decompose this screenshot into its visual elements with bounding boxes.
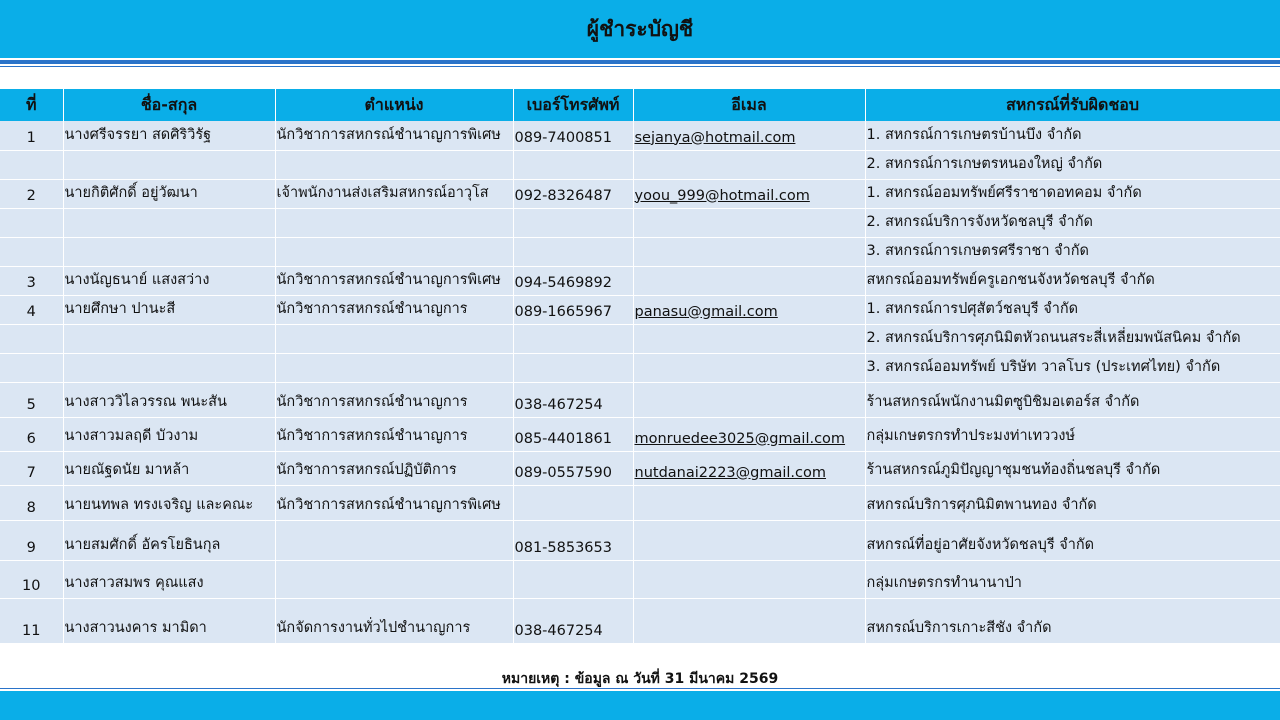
cell-email bbox=[633, 417, 865, 451]
cell-cooperative: 3. สหกรณ์ออมทรัพย์ บริษัท วาลโบร (ประเทศไทย) จำกัด bbox=[865, 353, 1280, 382]
cell-position bbox=[275, 353, 513, 382]
cell-position bbox=[275, 520, 513, 560]
cell-no: 11 bbox=[0, 598, 63, 643]
column-header-position: ตำแหน่ง bbox=[275, 89, 513, 121]
cell-no: 9 bbox=[0, 520, 63, 560]
liquidators-table bbox=[0, 89, 1280, 644]
cell-email bbox=[633, 520, 865, 560]
page-title: ผู้ชำระบัญชี bbox=[586, 16, 694, 41]
cell-phone: 081-5853653 bbox=[513, 520, 633, 560]
cell-no bbox=[0, 353, 63, 382]
cell-cooperative: 2. สหกรณ์บริการศุภนิมิตหัวถนนสระสี่เหลี่ยมพนัสนิคม จำกัด bbox=[865, 324, 1280, 353]
cell-phone: 038-467254 bbox=[513, 382, 633, 417]
cell-phone bbox=[513, 353, 633, 382]
cell-no: 6 bbox=[0, 417, 63, 451]
cell-cooperative: ร้านสหกรณ์พนักงานมิตซูบิชิมอเตอร์ส จำกัด bbox=[865, 382, 1280, 417]
cell-no: 10 bbox=[0, 560, 63, 598]
table-row bbox=[0, 121, 1280, 150]
cell-phone: 089-0557590 bbox=[513, 451, 633, 485]
cell-email bbox=[633, 485, 865, 520]
cell-name: นายสมศักดิ์ อัครโยธินกุล bbox=[63, 520, 275, 560]
column-header-no: ที่ bbox=[0, 89, 63, 121]
table-row bbox=[0, 560, 1280, 598]
cell-cooperative: 2. สหกรณ์บริการจังหวัดชลบุรี จำกัด bbox=[865, 208, 1280, 237]
table-row bbox=[0, 417, 1280, 451]
cell-phone: 094-5469892 bbox=[513, 266, 633, 295]
column-header-cooperative: สหกรณ์ที่รับผิดชอบ bbox=[865, 89, 1280, 121]
column-header-email: อีเมล bbox=[633, 89, 865, 121]
cell-email bbox=[633, 208, 865, 237]
cell-name: นางศรีจรรยา สดศิริวิรัฐ bbox=[63, 121, 275, 150]
cell-position: เจ้าพนักงานส่งเสริมสหกรณ์อาวุโส bbox=[275, 179, 513, 208]
cell-no: 2 bbox=[0, 179, 63, 208]
cell-name: นางสาววิไลวรรณ พนะสัน bbox=[63, 382, 275, 417]
cell-position bbox=[275, 237, 513, 266]
cell-cooperative: 2. สหกรณ์การเกษตรหนองใหญ่ จำกัด bbox=[865, 150, 1280, 179]
cell-email bbox=[633, 382, 865, 417]
table-row bbox=[0, 353, 1280, 382]
cell-cooperative: สหกรณ์บริการศุภนิมิตพานทอง จำกัด bbox=[865, 485, 1280, 520]
title-bar bbox=[0, 0, 1280, 58]
cell-name bbox=[63, 324, 275, 353]
email-link[interactable]: sejanya@hotmail.com bbox=[634, 129, 796, 146]
cell-email bbox=[633, 451, 865, 485]
cell-position: นักวิชาการสหกรณ์ชำนาญการ bbox=[275, 295, 513, 324]
cell-name bbox=[63, 150, 275, 179]
table-row bbox=[0, 295, 1280, 324]
footer-bar bbox=[0, 691, 1280, 720]
cell-phone: 038-467254 bbox=[513, 598, 633, 643]
cell-name: นายนทพล ทรงเจริญ และคณะ bbox=[63, 485, 275, 520]
cell-phone: 089-1665967 bbox=[513, 295, 633, 324]
cell-phone bbox=[513, 485, 633, 520]
email-link[interactable]: monruedee3025@gmail.com bbox=[634, 430, 846, 447]
table-row bbox=[0, 208, 1280, 237]
cell-name: นางสาวนงคาร มามิดา bbox=[63, 598, 275, 643]
cell-no: 5 bbox=[0, 382, 63, 417]
cell-name bbox=[63, 353, 275, 382]
cell-no bbox=[0, 324, 63, 353]
cell-position bbox=[275, 150, 513, 179]
cell-cooperative: สหกรณ์ที่อยู่อาศัยจังหวัดชลบุรี จำกัด bbox=[865, 520, 1280, 560]
cell-position: นักวิชาการสหกรณ์ชำนาญการพิเศษ bbox=[275, 266, 513, 295]
cell-cooperative: ร้านสหกรณ์ภูมิปัญญาชุมชนท้องถิ่นชลบุรี จำกัด bbox=[865, 451, 1280, 485]
email-link[interactable]: nutdanai2223@gmail.com bbox=[634, 464, 827, 481]
cell-position bbox=[275, 208, 513, 237]
cell-cooperative: 1. สหกรณ์ออมทรัพย์ศรีราชาดอทคอม จำกัด bbox=[865, 179, 1280, 208]
email-link[interactable]: panasu@gmail.com bbox=[634, 303, 778, 320]
table-row bbox=[0, 485, 1280, 520]
cell-phone bbox=[513, 208, 633, 237]
cell-position bbox=[275, 324, 513, 353]
table-row bbox=[0, 324, 1280, 353]
cell-email bbox=[633, 150, 865, 179]
cell-phone: 092-8326487 bbox=[513, 179, 633, 208]
cell-phone bbox=[513, 150, 633, 179]
email-link[interactable]: yoou_999@hotmail.com bbox=[634, 187, 810, 204]
cell-no: 7 bbox=[0, 451, 63, 485]
cell-name: นางสาวมลฤดี บัวงาม bbox=[63, 417, 275, 451]
cell-name: นายกิติศักดิ์ อยู่วัฒนา bbox=[63, 179, 275, 208]
cell-position: นักวิชาการสหกรณ์ปฏิบัติการ bbox=[275, 451, 513, 485]
cell-name: นายศึกษา ปานะสี bbox=[63, 295, 275, 324]
cell-position bbox=[275, 560, 513, 598]
cell-position: นักจัดการงานทั่วไปชำนาญการ bbox=[275, 598, 513, 643]
cell-cooperative: 1. สหกรณ์การเกษตรบ้านบึง จำกัด bbox=[865, 121, 1280, 150]
table-row bbox=[0, 451, 1280, 485]
table-row bbox=[0, 266, 1280, 295]
header-divider-thick bbox=[0, 60, 1280, 64]
cell-email bbox=[633, 266, 865, 295]
cell-email bbox=[633, 237, 865, 266]
cell-no bbox=[0, 150, 63, 179]
cell-no bbox=[0, 237, 63, 266]
cell-no: 1 bbox=[0, 121, 63, 150]
cell-phone bbox=[513, 237, 633, 266]
cell-phone: 089-7400851 bbox=[513, 121, 633, 150]
cell-position: นักวิชาการสหกรณ์ชำนาญการพิเศษ bbox=[275, 121, 513, 150]
cell-cooperative: สหกรณ์ออมทรัพย์ครูเอกชนจังหวัดชลบุรี จำกัด bbox=[865, 266, 1280, 295]
cell-email bbox=[633, 179, 865, 208]
cell-name bbox=[63, 208, 275, 237]
cell-no: 4 bbox=[0, 295, 63, 324]
cell-name: นางนัญธนาย์ แสงสว่าง bbox=[63, 266, 275, 295]
cell-name bbox=[63, 237, 275, 266]
cell-email bbox=[633, 324, 865, 353]
cell-no: 8 bbox=[0, 485, 63, 520]
cell-email bbox=[633, 560, 865, 598]
cell-email bbox=[633, 598, 865, 643]
cell-no: 3 bbox=[0, 266, 63, 295]
cell-position: นักวิชาการสหกรณ์ชำนาญการพิเศษ bbox=[275, 485, 513, 520]
cell-position: นักวิชาการสหกรณ์ชำนาญการ bbox=[275, 417, 513, 451]
cell-email bbox=[633, 353, 865, 382]
cell-email bbox=[633, 295, 865, 324]
cell-name: นางสาวสมพร คุณแสง bbox=[63, 560, 275, 598]
cell-no bbox=[0, 208, 63, 237]
column-header-phone: เบอร์โทรศัพท์ bbox=[513, 89, 633, 121]
table-row bbox=[0, 179, 1280, 208]
cell-cooperative: 3. สหกรณ์การเกษตรศรีราชา จำกัด bbox=[865, 237, 1280, 266]
table-row bbox=[0, 150, 1280, 179]
header-divider-thin bbox=[0, 66, 1280, 67]
table-row bbox=[0, 598, 1280, 643]
footer-divider bbox=[0, 688, 1280, 689]
table-row bbox=[0, 237, 1280, 266]
table-row bbox=[0, 520, 1280, 560]
table-body bbox=[0, 121, 1280, 643]
cell-phone: 085-4401861 bbox=[513, 417, 633, 451]
cell-cooperative: สหกรณ์บริการเกาะสีชัง จำกัด bbox=[865, 598, 1280, 643]
cell-cooperative: กลุ่มเกษตรกรทำนานาป่า bbox=[865, 560, 1280, 598]
cell-phone bbox=[513, 324, 633, 353]
cell-cooperative: 1. สหกรณ์การปศุสัตว์ชลบุรี จำกัด bbox=[865, 295, 1280, 324]
cell-cooperative: กลุ่มเกษตรกรทำประมงท่าเทววงษ์ bbox=[865, 417, 1280, 451]
table-row bbox=[0, 382, 1280, 417]
cell-phone bbox=[513, 560, 633, 598]
column-header-name: ชื่อ-สกุล bbox=[63, 89, 275, 121]
table-header-row bbox=[0, 89, 1280, 121]
footnote: หมายเหตุ : ข้อมูล ณ วันที่ 31 มีนาคม 2569 bbox=[501, 671, 779, 687]
cell-email bbox=[633, 121, 865, 150]
cell-position: นักวิชาการสหกรณ์ชำนาญการ bbox=[275, 382, 513, 417]
cell-name: นายณัฐดนัย มาหล้า bbox=[63, 451, 275, 485]
